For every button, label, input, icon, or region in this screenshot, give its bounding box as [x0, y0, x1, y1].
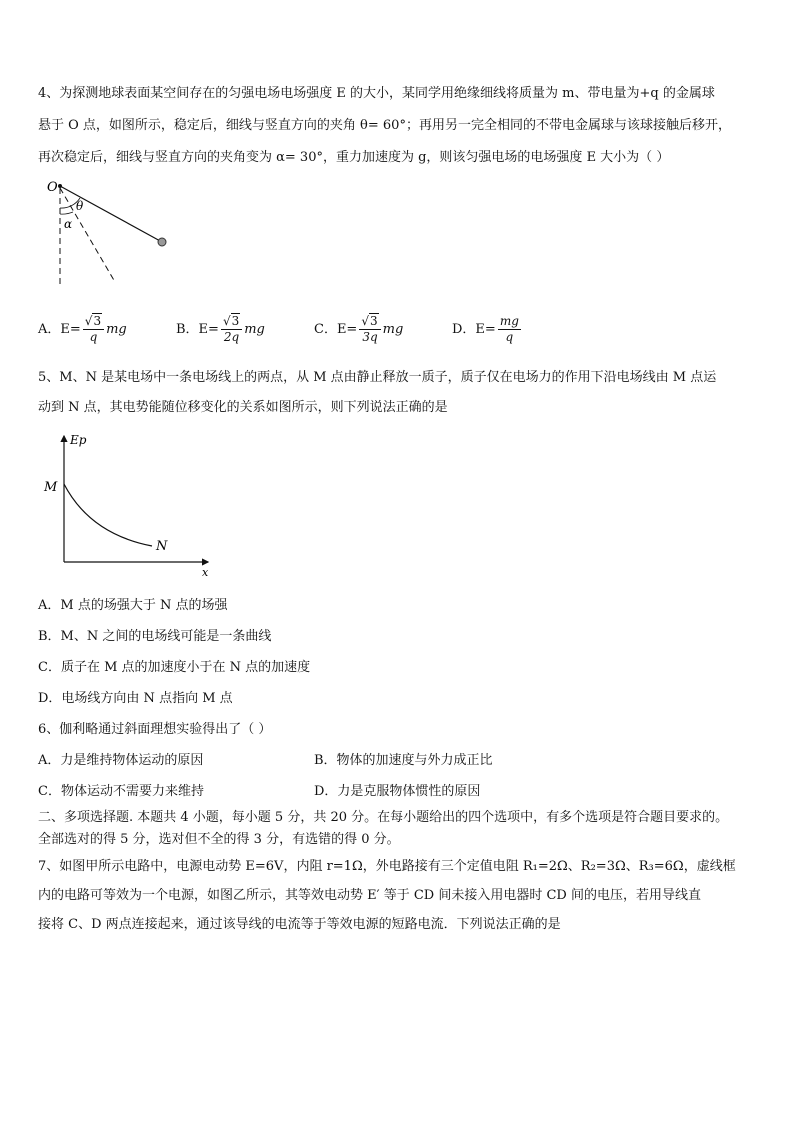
q5-label-n: N	[156, 539, 168, 554]
q6-stem: 6、伽利略通过斜面理想实验得出了（ ）	[38, 722, 272, 737]
q6-option-a: A．力是维持物体运动的原因	[38, 753, 204, 768]
q4-option-c: C．E= $\frac{√3}{3q}$ mg	[314, 314, 404, 344]
q6-option-c: C．物体运动不需要力来维持	[38, 784, 204, 799]
q5-x-axis-label: x	[202, 566, 209, 578]
q4-line-2: 悬于 O 点，如图所示，稳定后，细线与竖直方向的夹角 θ= 60°；再用另一完全相同的不带电金属球与该球接触后移开，	[38, 118, 731, 133]
q5-line-1: 5、M、N 是某电场中一条电场线上的两点，从 M 点由静止释放一质子，质子仅在电场力的作用下沿电场线由 M 点运	[38, 370, 717, 385]
q5-option-d: D．电场线方向由 N 点指向 M 点	[38, 691, 233, 706]
q4-option-a: A．E= $\frac{√3}{q}$ mg	[38, 314, 127, 344]
q7-line-2: 内的电路可等效为一个电源，如图乙所示，其等效电动势 E′ 等于 CD 间未接入用电器时 CD 间的电压，若用导线直	[38, 888, 701, 903]
section-2-instructions-2: 全部选对的得 5 分，选对但不全的得 3 分，有选错的得 0 分。	[38, 832, 400, 847]
q7-line-1: 7、如图甲所示电路中，电源电动势 E=6V，内阻 r=1Ω，外电路接有三个定值电阻 R₁=2Ω、R₂=3Ω、R₃=6Ω，虚线框	[38, 859, 736, 874]
q6-option-b: B．物体的加速度与外力成正比	[314, 753, 493, 768]
q4-ball	[158, 238, 166, 246]
q4-line-1: 4、为探测地球表面某空间存在的匀强电场电场强度 E 的大小，某同学用绝缘细线将质量为 m、带电量为+q 的金属球	[38, 86, 715, 101]
q4-option-b: B．E= $\frac{√3}{2q}$ mg	[176, 314, 265, 344]
section-2-instructions-1: 二、多项选择题. 本题共 4 小题，每小题 5 分，共 20 分。在每小题给出的四个选项中，有多个选项是符合题目要求的。	[38, 810, 729, 825]
q6-option-d: D．力是克服物体惯性的原因	[314, 784, 481, 799]
q5-y-axis-label: Ep	[70, 433, 87, 447]
q4-option-d: D．E= $\frac{mg}{q}$	[452, 314, 519, 344]
q4-line-3: 再次稳定后，细线与竖直方向的夹角变为 α= 30°，重力加速度为 g，则该匀强电场的电场强度 E 大小为（ ）	[38, 150, 670, 165]
q4-label-theta: θ	[76, 199, 84, 213]
q4-label-o: O	[47, 180, 58, 195]
q5-option-c: C．质子在 M 点的加速度小于在 N 点的加速度	[38, 660, 311, 675]
q4-label-alpha: α	[64, 217, 73, 231]
q4-pendulum-figure	[40, 176, 180, 288]
q5-line-2: 动到 N 点，其电势能随位移变化的关系如图所示，则下列说法正确的是	[38, 400, 448, 415]
q5-option-b: B．M、N 之间的电场线可能是一条曲线	[38, 629, 272, 644]
q5-energy-graph	[40, 426, 220, 578]
q5-option-a: A．M 点的场强大于 N 点的场强	[38, 598, 228, 613]
q5-energy-curve	[64, 484, 152, 546]
q7-line-3: 接将 C、D 两点连接起来，通过该导线的电流等于等效电源的短路电流．下列说法正确的是	[38, 917, 561, 932]
q5-label-m: M	[44, 480, 58, 495]
